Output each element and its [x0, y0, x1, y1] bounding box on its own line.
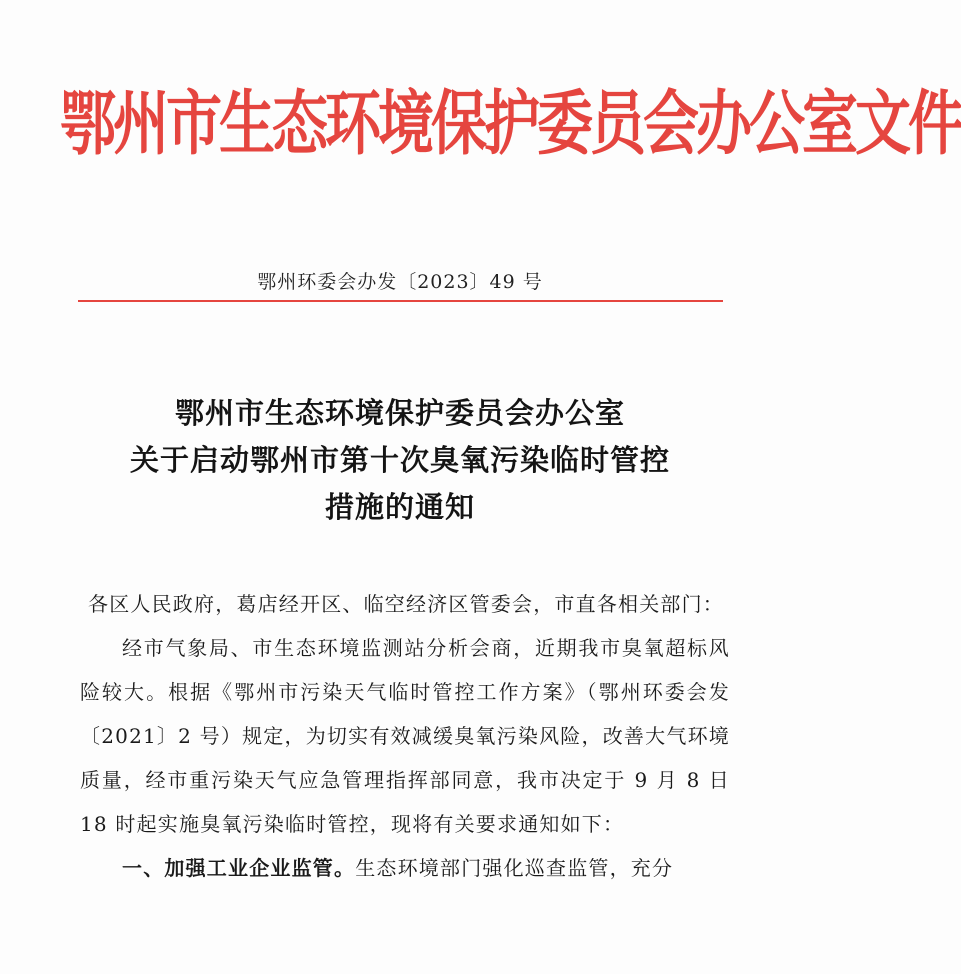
- title-line-2: 关于启动鄂州市第十次臭氧污染临时管控: [129, 443, 670, 477]
- title-line-3: 措施的通知: [324, 490, 475, 524]
- red-divider-line: [78, 300, 723, 302]
- document-title: [60, 390, 740, 531]
- document-masthead: 鄂州市生态环境保护委员会办公室文件: [60, 83, 961, 165]
- salutation: 各区人民政府，葛店经开区、临空经济区管委会，市直各相关部门：: [88, 592, 724, 616]
- section-1: [80, 846, 730, 890]
- document-body: [80, 582, 730, 890]
- title-line-1: 鄂州市生态环境保护委员会办公室: [174, 396, 625, 430]
- section-1-text: 生态环境部门强化巡查监管，充分: [355, 856, 674, 880]
- document-number: 鄂州环委会办发〔2023〕49 号: [257, 271, 543, 293]
- section-1-heading: 一、加强工业企业监管。: [122, 856, 356, 880]
- paragraph-1: 经市气象局、市生态环境监测站分析会商，近期我市臭氧超标风险较大。根据《鄂州市污染天气临时管控工作方案》（鄂州环委会发〔2021〕2 号）规定，为切实有效减缓臭氧污染风险，改善大气环境质量，经市重污染天气应急管理指挥部同意，我市决定于 9 月 8 日 18 时起实施臭氧污染临时管控，现将有关要求通知如下：: [80, 636, 730, 836]
